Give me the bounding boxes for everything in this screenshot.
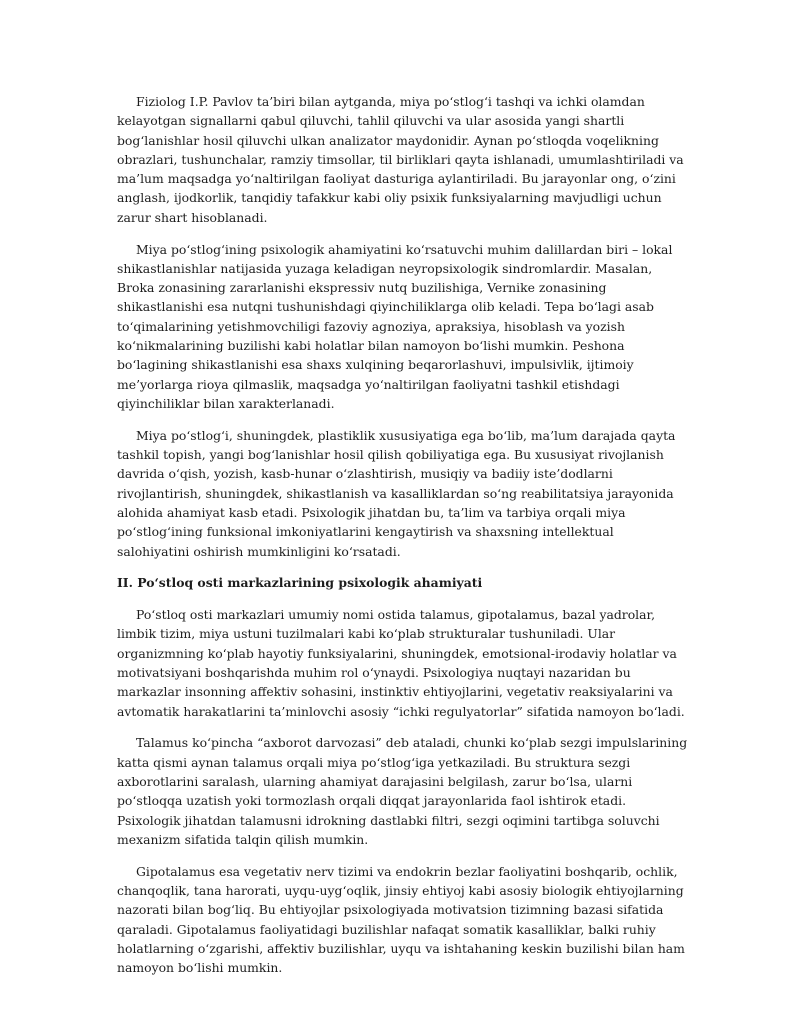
paragraph-hypothalamus: Gipotalamus esa vegetativ nerv tizimi va endokrin bezlar faoliyatini boshqarib, ochlik, chanqoqlik, tana harorati, uyqu-uyg‘oqlik, jinsiy ehtiyoj kabi asosiy biologik ehtiyojlarning nazorati bilan bog‘liq. Bu ehtiyojlar psixologiyada motivatsion tizimning bazasi sifatida qaraladi. Gipotalamus faoliyatidagi buzilishlar nafaqat somatik kasalliklar, balki ruhiy holatlarning o‘zgarishi, affektiv buzilishlar, uyqu va ishtahaning keskin buzilishi bilan ham namoyon bo‘lishi mumkin.: [117, 863, 685, 976]
paragraph-cortex-plasticity: Miya po‘stlog‘i, shuningdek, plastiklik xususiyatiga ega bo‘lib, ma’lum darajada qayta tashkil topish, yangi bog‘lanishlar hosil qilish qobiliyatiga ega. Bu xususiyat rivojlanish davrida o‘qish, yozish, kasb-hunar o‘zlashtirish, musiqiy va badiiy iste’dodlarni rivojlantirish, shuningdek, shikastlanish va kasalliklardan so‘ng reabilitatsiya jarayonida alohida ahamiyat kasb etadi. Psixologik jihatdan bu, ta’lim va tarbiya orqali miya po‘stlog‘ining funksional imkoniyatlarini kengaytirish va shaxsning intellektual salohiyatini oshirish mumkinligini ko‘rsatadi.: [117, 427, 676, 559]
paragraph-pavlov-analyzer: Fiziolog I.P. Pavlov ta’biri bilan aytganda, miya po‘stlog‘i tashqi va ichki olamdan kelayotgan signallarni qabul qiluvchi, tahlil qiluvchi va ular asosida yangi shartli bog‘lanishlar hosil qiluvchi ulkan analizator maydonidir. Aynan po‘stloqda voqelikning obrazlari, tushunchalar, ramziy timsollar, til birliklari qayta ishlanadi, umumlashtiriladi va ma’lum maqsadga yo‘naltirilgan faoliyat dasturiga aylantiriladi. Bu jarayonlar ong, o‘zini anglash, ijodkorlik, tanqidiy tafakkur kabi oliy psixik funksiyalarning mavjudligi uchun zarur shart hisoblanadi.: [117, 94, 684, 225]
paragraph-subcortical-overview: Po‘stloq osti markazlari umumiy nomi ostida talamus, gipotalamus, bazal yadrolar, limbik tizim, miya ustuni tuzilmalari kabi ko‘plab strukturalar tushuniladi. Ular organizmning ko‘plab hayotiy funksiyalarini, shuningdek, emotsional-irodaviy holatlar va motivatsiyani boshqarishda muhim rol o‘ynaydi. Psixologiya nuqtayi nazaridan bu markazlar insonning affektiv sohasini, instinktiv ehtiyojlarini, vegetativ reaksiyalarini va avtomatik harakatlarini ta’minlovchi asosiy “ichki regulyatorlar” sifatida namoyon bo‘ladi.: [117, 607, 685, 719]
paragraph-thalamus: Talamus ko‘pincha “axborot darvozasi” deb ataladi, chunki ko‘plab sezgi impulslarining katta qismi aynan talamus orqali miya po‘stlog‘iga yetkaziladi. Bu struktura sezgi axborotlarini saralash, ularning ahamiyat darajasini belgilash, zarur bo‘lsa, ularni po‘stloqqa uzatish yoki tormozlash orqali diqqat jarayonlarida faol ishtirok etadi. Psixologik jihatdan talamusni idrokning dastlabki filtri, sezgi oqimini tartibga soluvchi mexanizm sifatida talqin qilish mumkin.: [117, 735, 688, 847]
section-heading-subcortical: II. Po‘stloq osti markazlarining psixologik ahamiyati: [117, 575, 483, 591]
paragraph-lesion-syndromes: Miya po‘stlog‘ining psixologik ahamiyatini ko‘rsatuvchi muhim dalillardan biri – lokal shikastlanishlar natijasida yuzaga keladigan neyropsixologik sindromlardir. Masalan, Broka zonasining zararlanishi ekspressiv nutq buzilishiga, Vernike zonasining shikastlanishi esa nutqni tushunishdagi qiyinchiliklarga olib keladi. Tepa bo‘lagi asab to‘qimalarining yetishmovchiligi fazoviy agnoziya, apraksiya, hisoblash va yozish ko‘nikmalarining buzilishi kabi holatlar bilan namoyon bo‘lishi mumkin. Peshona bo‘lagining shikastlanishi esa shaxs xulqining beqarorlashuvi, impulsivlik, ijtimoiy me’yorlarga rioya qilmaslik, maqsadga yo‘naltirilgan faoliyatni tashkil etishdagi qiyinchiliklar bilan xarakterlanadi.: [117, 241, 673, 411]
